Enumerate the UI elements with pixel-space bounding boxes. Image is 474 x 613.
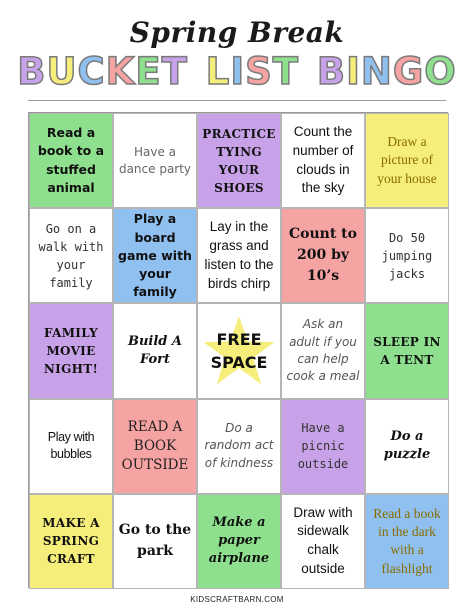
bingo-cell (29, 113, 113, 208)
bingo-cell (365, 113, 449, 208)
bingo-cell-text: PRACTICE TYING YOUR SHOES (202, 126, 276, 195)
bingo-cell (29, 303, 113, 398)
bingo-cell-text: Lay in the grass and listen to the birds chirp (204, 219, 274, 291)
bingo-cell (281, 399, 365, 494)
title-letter: O (424, 50, 457, 93)
bingo-cell (113, 208, 197, 303)
bingo-cell-text: Draw a picture of your house (377, 134, 437, 186)
bingo-cell (365, 494, 449, 589)
page-title-bingo (0, 50, 474, 93)
bingo-cell-text: Ask an adult if you can help cook a meal (286, 317, 360, 384)
title-letter: C (77, 50, 106, 93)
title-letter: E (135, 50, 162, 93)
title-letter: B (316, 50, 347, 93)
bingo-cell-text: Do a puzzle (383, 428, 431, 463)
bingo-cell-text: Go to the park (118, 522, 192, 560)
title-letter: S (245, 50, 273, 93)
title-letter: N (360, 50, 393, 93)
bingo-cell-text: MAKE A SPRING CRAFT (42, 516, 100, 567)
bingo-cell-text: Read a book in the dark with a flashlight (373, 505, 441, 576)
bingo-cell (365, 399, 449, 494)
bingo-cell-text: Build A Fort (127, 333, 183, 367)
bingo-cell (29, 399, 113, 494)
bingo-cell-text: Do a random act of kindness (204, 421, 274, 470)
bingo-cell (197, 208, 281, 303)
title-letter: G (392, 50, 425, 93)
bingo-cell-text: FREE SPACE (210, 329, 268, 372)
bingo-cell (197, 303, 281, 398)
bingo-cell-text: Draw with sidewalk chalk outside (293, 504, 353, 577)
bingo-cell (113, 494, 197, 589)
bingo-cell (197, 113, 281, 208)
bingo-cell (365, 303, 449, 398)
bingo-cell (281, 303, 365, 398)
bingo-cell (113, 399, 197, 494)
title-letter (188, 50, 202, 93)
bingo-cell-text: Play with bubbles (47, 429, 95, 462)
bingo-cell (113, 303, 197, 398)
bingo-cell-text: Read a book to a stuffed animal (37, 125, 105, 195)
bingo-cell (113, 113, 197, 208)
bingo-cell (281, 208, 365, 303)
title-letter: L (205, 50, 231, 93)
title-letter (299, 50, 313, 93)
title-letter: I (230, 50, 246, 93)
bingo-cell-text: Count the number of clouds in the sky (292, 123, 354, 196)
bingo-cell-text: Do 50 jumping jacks (381, 230, 433, 281)
bingo-cell-text: Play a board game with your family (118, 211, 192, 299)
bingo-cell (197, 494, 281, 589)
bingo-cell (29, 494, 113, 589)
bingo-cell-text: Go on a walk with your family (38, 221, 104, 290)
bingo-cell-text: Make a paper airplane (208, 515, 270, 567)
bingo-cell (281, 113, 365, 208)
bingo-cell (197, 399, 281, 494)
bingo-cell-text: FAMILY MOVIE NIGHT! (43, 325, 99, 376)
title-letter: B (17, 50, 47, 93)
bingo-cell (29, 208, 113, 303)
bingo-cell (281, 494, 365, 589)
bingo-cell-text: Count to 200 by 10’s (289, 226, 357, 285)
title-letter: T (272, 50, 300, 93)
page-title-script: Spring Break (129, 16, 345, 49)
bingo-cell-text: Have a dance party (118, 145, 192, 176)
bingo-cell-text: SLEEP IN A TENT (373, 334, 441, 367)
bingo-cell-text: Have a picnic outside (297, 421, 349, 472)
title-letter: T (161, 50, 188, 93)
title-letter: U (46, 50, 78, 93)
website-footer: KIDSCRAFTBARN.COM (190, 595, 284, 604)
title-divider (28, 100, 446, 101)
title-letter: K (105, 50, 136, 93)
bingo-cell-text: READ A BOOK OUTSIDE (121, 418, 189, 473)
title-letter: I (346, 50, 361, 93)
bingo-board (28, 112, 448, 588)
bingo-cell (365, 208, 449, 303)
